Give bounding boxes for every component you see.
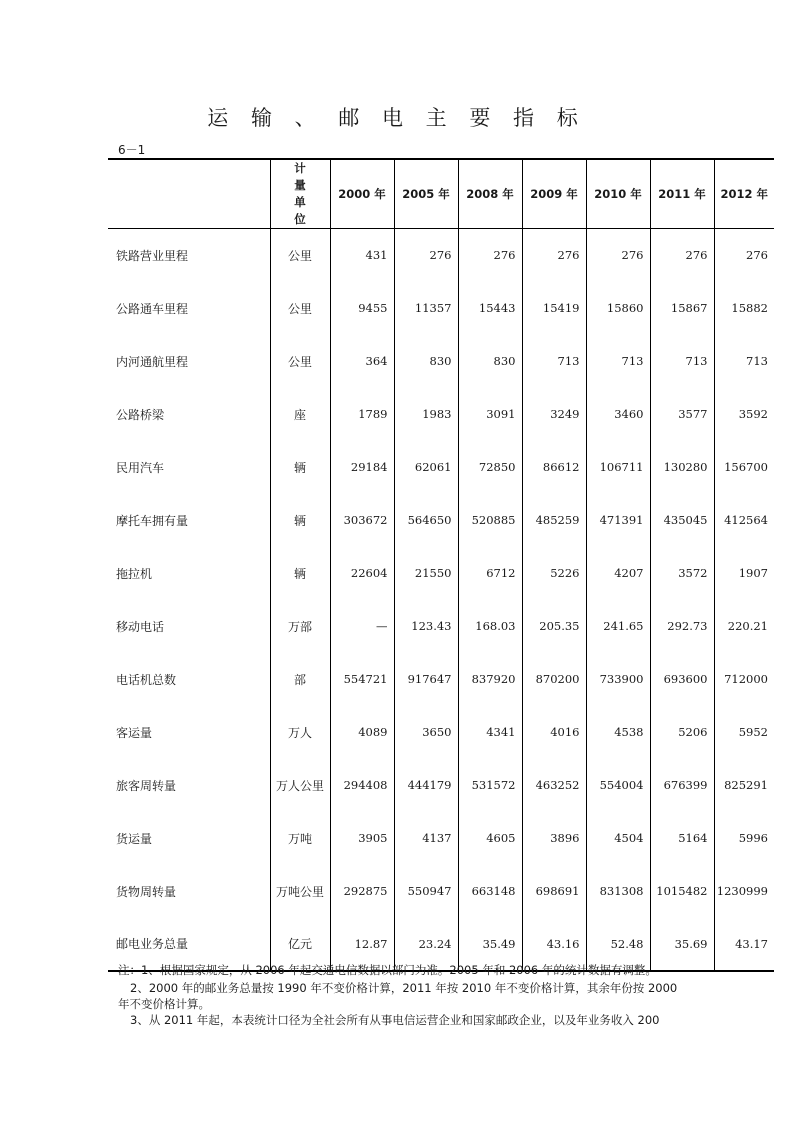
value-cell: 531572 bbox=[458, 759, 522, 812]
value-cell: 713 bbox=[714, 335, 774, 388]
value-cell: 130280 bbox=[650, 441, 714, 494]
indicator-name: 电话机总数 bbox=[116, 672, 177, 687]
value-cell: 3905 bbox=[330, 812, 394, 865]
year-header-2010: 2010 年 bbox=[586, 159, 650, 229]
table-body bbox=[108, 229, 774, 971]
value-cell: 564650 bbox=[394, 494, 458, 547]
value-cell: 554721 bbox=[330, 653, 394, 706]
value-cell: 4207 bbox=[586, 547, 650, 600]
value-cell: 4137 bbox=[394, 812, 458, 865]
value-cell: 168.03 bbox=[458, 600, 522, 653]
value-cell: 5226 bbox=[522, 547, 586, 600]
value-cell: 9455 bbox=[330, 282, 394, 335]
unit-header-line1: 计 量 bbox=[294, 161, 320, 192]
value-cell: 713 bbox=[650, 335, 714, 388]
footnote-2-line2: 年不变价格计算。 bbox=[118, 997, 210, 1011]
value-cell: 520885 bbox=[458, 494, 522, 547]
table-row bbox=[108, 865, 774, 918]
value-cell: 276 bbox=[714, 229, 774, 282]
value-cell: 6712 bbox=[458, 547, 522, 600]
value-cell: 917647 bbox=[394, 653, 458, 706]
table-row bbox=[108, 388, 774, 441]
value-cell: 825291 bbox=[714, 759, 774, 812]
unit-cell: 万吨公里 bbox=[270, 865, 330, 918]
table-row bbox=[108, 547, 774, 600]
value-cell: 11357 bbox=[394, 282, 458, 335]
indicator-name: 公路通车里程 bbox=[116, 301, 189, 316]
value-cell: 3249 bbox=[522, 388, 586, 441]
value-cell: 205.35 bbox=[522, 600, 586, 653]
value-cell: 554004 bbox=[586, 759, 650, 812]
value-cell: 4504 bbox=[586, 812, 650, 865]
indicator-name: 拖拉机 bbox=[116, 566, 153, 581]
value-cell: 463252 bbox=[522, 759, 586, 812]
value-cell: 1789 bbox=[330, 388, 394, 441]
footnote-1: 注：1、根据国家规定，从 2006 年起交通电信数据以部门为准。2005 年和 2006 年的统计数据有调整。 bbox=[118, 963, 657, 977]
value-cell: 3572 bbox=[650, 547, 714, 600]
table-code: 6－1 bbox=[118, 143, 146, 157]
year-header-2009: 2009 年 bbox=[522, 159, 586, 229]
value-cell: 5206 bbox=[650, 706, 714, 759]
value-cell: 471391 bbox=[586, 494, 650, 547]
value-cell: 15443 bbox=[458, 282, 522, 335]
value-cell: 364 bbox=[330, 335, 394, 388]
value-cell: 830 bbox=[458, 335, 522, 388]
value-cell: 3650 bbox=[394, 706, 458, 759]
value-cell: 15860 bbox=[586, 282, 650, 335]
value-cell: 15882 bbox=[714, 282, 774, 335]
unit-header-line2: 单 位 bbox=[294, 195, 320, 226]
value-cell: 1015482 bbox=[650, 865, 714, 918]
year-header-2000: 2000 年 bbox=[330, 159, 394, 229]
value-cell: 35.69 bbox=[650, 918, 714, 971]
unit-cell: 辆 bbox=[270, 547, 330, 600]
value-cell: 4341 bbox=[458, 706, 522, 759]
value-cell: 276 bbox=[650, 229, 714, 282]
unit-cell: 公里 bbox=[270, 229, 330, 282]
unit-cell: 公里 bbox=[270, 335, 330, 388]
table-row bbox=[108, 494, 774, 547]
table-row bbox=[108, 759, 774, 812]
value-cell: 12.87 bbox=[330, 918, 394, 971]
indicator-name: 货物周转量 bbox=[116, 884, 177, 899]
indicator-table bbox=[108, 158, 774, 972]
year-header-2005: 2005 年 bbox=[394, 159, 458, 229]
value-cell: 4016 bbox=[522, 706, 586, 759]
table-row bbox=[108, 812, 774, 865]
unit-cell: 辆 bbox=[270, 441, 330, 494]
page-title: 运 输 、 邮 电 主 要 指 标 bbox=[207, 106, 586, 130]
value-cell: 106711 bbox=[586, 441, 650, 494]
value-cell: 3592 bbox=[714, 388, 774, 441]
unit-cell: 万吨 bbox=[270, 812, 330, 865]
table-row bbox=[108, 600, 774, 653]
value-cell: 294408 bbox=[330, 759, 394, 812]
value-cell: 276 bbox=[522, 229, 586, 282]
unit-cell: 万部 bbox=[270, 600, 330, 653]
unit-cell: 部 bbox=[270, 653, 330, 706]
value-cell: 303672 bbox=[330, 494, 394, 547]
indicator-name: 货运量 bbox=[116, 831, 153, 846]
value-cell: 5952 bbox=[714, 706, 774, 759]
year-header-2012: 2012 年 bbox=[714, 159, 774, 229]
footnote-3: 3、从 2011 年起，本表统计口径为全社会所有从事电信运营企业和国家邮政企业，以及年业务收入 200 bbox=[130, 1013, 660, 1027]
value-cell: 292875 bbox=[330, 865, 394, 918]
value-cell: 43.16 bbox=[522, 918, 586, 971]
indicator-name: 摩托车拥有量 bbox=[116, 513, 189, 528]
value-cell: 86612 bbox=[522, 441, 586, 494]
year-header-2008: 2008 年 bbox=[458, 159, 522, 229]
unit-cell: 公里 bbox=[270, 282, 330, 335]
value-cell: 123.43 bbox=[394, 600, 458, 653]
value-cell: 663148 bbox=[458, 865, 522, 918]
value-cell: 1230999 bbox=[714, 865, 774, 918]
value-cell: 1983 bbox=[394, 388, 458, 441]
indicator-name: 铁路营业里程 bbox=[116, 248, 189, 263]
value-cell: 4538 bbox=[586, 706, 650, 759]
value-cell: 412564 bbox=[714, 494, 774, 547]
unit-cell: 万人 bbox=[270, 706, 330, 759]
value-cell: 831308 bbox=[586, 865, 650, 918]
value-cell: 4089 bbox=[330, 706, 394, 759]
value-cell: 5164 bbox=[650, 812, 714, 865]
value-cell: 435045 bbox=[650, 494, 714, 547]
value-cell: 485259 bbox=[522, 494, 586, 547]
value-cell: 292.73 bbox=[650, 600, 714, 653]
value-cell: 220.21 bbox=[714, 600, 774, 653]
value-cell: 676399 bbox=[650, 759, 714, 812]
value-cell: — bbox=[330, 600, 394, 653]
value-cell: 35.49 bbox=[458, 918, 522, 971]
value-cell: 712000 bbox=[714, 653, 774, 706]
value-cell: 5996 bbox=[714, 812, 774, 865]
value-cell: 72850 bbox=[458, 441, 522, 494]
value-cell: 276 bbox=[586, 229, 650, 282]
value-cell: 698691 bbox=[522, 865, 586, 918]
value-cell: 830 bbox=[394, 335, 458, 388]
year-header-2011: 2011 年 bbox=[650, 159, 714, 229]
value-cell: 713 bbox=[586, 335, 650, 388]
table-row bbox=[108, 706, 774, 759]
value-cell: 693600 bbox=[650, 653, 714, 706]
table-row bbox=[108, 653, 774, 706]
unit-cell: 亿元 bbox=[270, 918, 330, 971]
value-cell: 241.65 bbox=[586, 600, 650, 653]
value-cell: 3091 bbox=[458, 388, 522, 441]
value-cell: 713 bbox=[522, 335, 586, 388]
value-cell: 276 bbox=[458, 229, 522, 282]
indicator-name: 邮电业务总量 bbox=[108, 918, 270, 971]
value-cell: 3577 bbox=[650, 388, 714, 441]
unit-cell: 座 bbox=[270, 388, 330, 441]
value-cell: 29184 bbox=[330, 441, 394, 494]
indicator-name: 移动电话 bbox=[116, 619, 165, 634]
value-cell: 4605 bbox=[458, 812, 522, 865]
table-row bbox=[108, 229, 774, 282]
value-cell: 550947 bbox=[394, 865, 458, 918]
indicator-name: 客运量 bbox=[116, 725, 153, 740]
value-cell: 3460 bbox=[586, 388, 650, 441]
table-header-row bbox=[108, 159, 774, 229]
value-cell: 431 bbox=[330, 229, 394, 282]
table-row bbox=[108, 441, 774, 494]
value-cell: 156700 bbox=[714, 441, 774, 494]
value-cell: 43.17 bbox=[714, 918, 774, 971]
unit-cell: 辆 bbox=[270, 494, 330, 547]
value-cell: 52.48 bbox=[586, 918, 650, 971]
value-cell: 733900 bbox=[586, 653, 650, 706]
value-cell: 23.24 bbox=[394, 918, 458, 971]
indicator-name: 民用汽车 bbox=[116, 460, 165, 475]
value-cell: 837920 bbox=[458, 653, 522, 706]
unit-cell: 万人公里 bbox=[270, 759, 330, 812]
value-cell: 444179 bbox=[394, 759, 458, 812]
value-cell: 21550 bbox=[394, 547, 458, 600]
value-cell: 870200 bbox=[522, 653, 586, 706]
table-row bbox=[108, 282, 774, 335]
value-cell: 276 bbox=[394, 229, 458, 282]
value-cell: 15867 bbox=[650, 282, 714, 335]
value-cell: 3896 bbox=[522, 812, 586, 865]
table-row bbox=[108, 335, 774, 388]
indicator-name: 公路桥梁 bbox=[116, 407, 165, 422]
indicator-name: 内河通航里程 bbox=[116, 354, 189, 369]
value-cell: 62061 bbox=[394, 441, 458, 494]
indicator-header-cell bbox=[108, 159, 270, 229]
unit-header-cell bbox=[270, 159, 330, 229]
footnote-2-line1: 2、2000 年的邮业务总量按 1990 年不变价格计算，2011 年按 2010 年不变价格计算，其余年份按 2000 bbox=[130, 981, 678, 995]
value-cell: 15419 bbox=[522, 282, 586, 335]
value-cell: 1907 bbox=[714, 547, 774, 600]
value-cell: 22604 bbox=[330, 547, 394, 600]
indicator-name: 旅客周转量 bbox=[116, 778, 177, 793]
